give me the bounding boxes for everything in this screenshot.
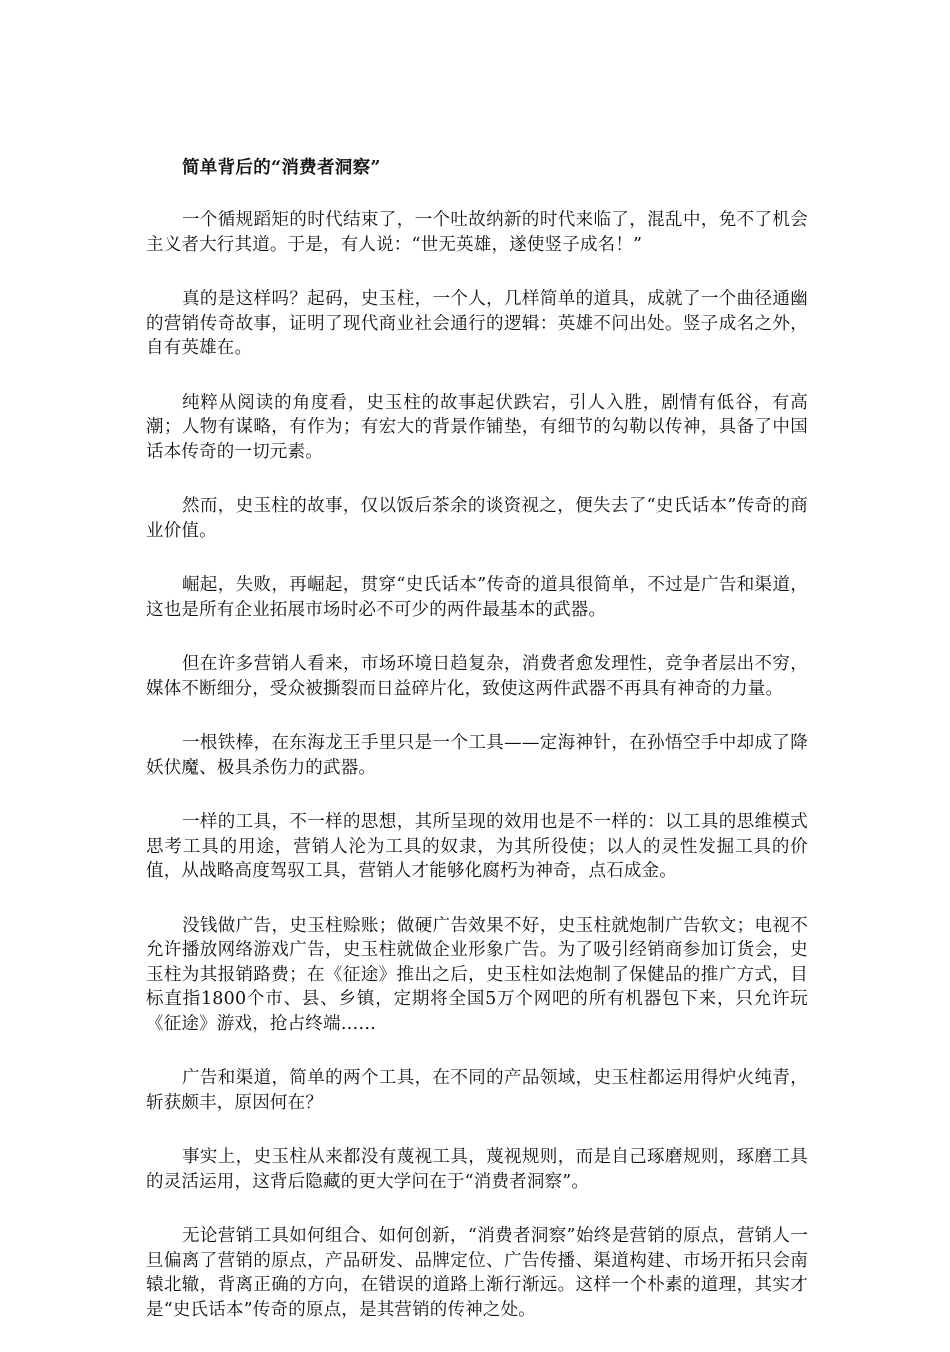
paragraph: 然而，史玉柱的故事，仅以饭后茶余的谈资视之，便失去了“史氏话本”传奇的商业价值。 (146, 496, 808, 541)
paragraph: 事实上，史玉柱从来都没有蔑视工具，蔑视规则，而是自己琢磨规则，琢磨工具的灵活运用，这背后隐藏的更大学问在于“消费者洞察”。 (146, 1147, 808, 1192)
paragraph: 但在许多营销人看来，市场环境日趋复杂，消费者愈发理性，竞争者层出不穷，媒体不断细分，受众被撕裂而日益碎片化，致使这两件武器不再具有神奇的力量。 (146, 654, 808, 699)
document-page (146, 156, 808, 1352)
paragraph: 一根铁棒，在东海龙王手里只是一个工具——定海神针，在孙悟空手中却成了降妖伏魔、极具杀伤力的武器。 (146, 733, 808, 778)
paragraph: 一样的工具，不一样的思想，其所呈现的效用也是不一样的：以工具的思维模式思考工具的用途，营销人沦为工具的奴隶，为其所役使；以人的灵性发掘工具的价值，从战略高度驾驭工具，营销人才能够化腐朽为神奇，点石成金。 (146, 812, 808, 881)
document-title: 简单背后的“消费者洞察” (182, 158, 381, 178)
paragraph: 无论营销工具如何组合、如何创新，“消费者洞察”始终是营销的原点，营销人一旦偏离了营销的原点，产品研发、品牌定位、广告传播、渠道构建、市场开拓只会南辕北辙，背离正确的方向，在错误的道路上渐行渐远。这样一个朴素的道理，其实才是“史氏话本”传奇的原点，是其营销的传神之处。 (146, 1226, 808, 1320)
paragraph: 没钱做广告，史玉柱赊账；做硬广告效果不好，史玉柱就炮制广告软文；电视不允许播放网络游戏广告，史玉柱就做企业形象广告。为了吸引经销商参加订货会，史玉柱为其报销路费；在《征途》推出之后，史玉柱如法炮制了保健品的推广方式，目标直指1800个市、县、乡镇，定期将全国5万个网吧的所有机器包下来，只允许玩《征途》游戏，抢占终端…… (146, 915, 808, 1034)
paragraph: 崛起，失败，再崛起，贯穿“史氏话本”传奇的道具很简单，不过是广告和渠道，这也是所有企业拓展市场时必不可少的两件最基本的武器。 (146, 575, 808, 620)
paragraph: 真的是这样吗？起码，史玉柱，一个人，几样简单的道具，成就了一个曲径通幽的营销传奇故事，证明了现代商业社会通行的逻辑：英雄不问出处。竖子成名之外，自有英雄在。 (146, 289, 808, 358)
paragraph: 纯粹从阅读的角度看，史玉柱的故事起伏跌宕，引人入胜，剧情有低谷，有高潮；人物有谋略，有作为；有宏大的背景作铺垫，有细节的勾勒以传神，具备了中国话本传奇的一切元素。 (146, 392, 808, 462)
paragraph: 广告和渠道，简单的两个工具，在不同的产品领域，史玉柱都运用得炉火纯青，斩获颇丰，原因何在？ (146, 1068, 808, 1113)
paragraph: 一个循规蹈矩的时代结束了，一个吐故纳新的时代来临了，混乱中，免不了机会主义者大行其道。于是，有人说：“世无英雄，遂使竖子成名！” (146, 210, 808, 255)
